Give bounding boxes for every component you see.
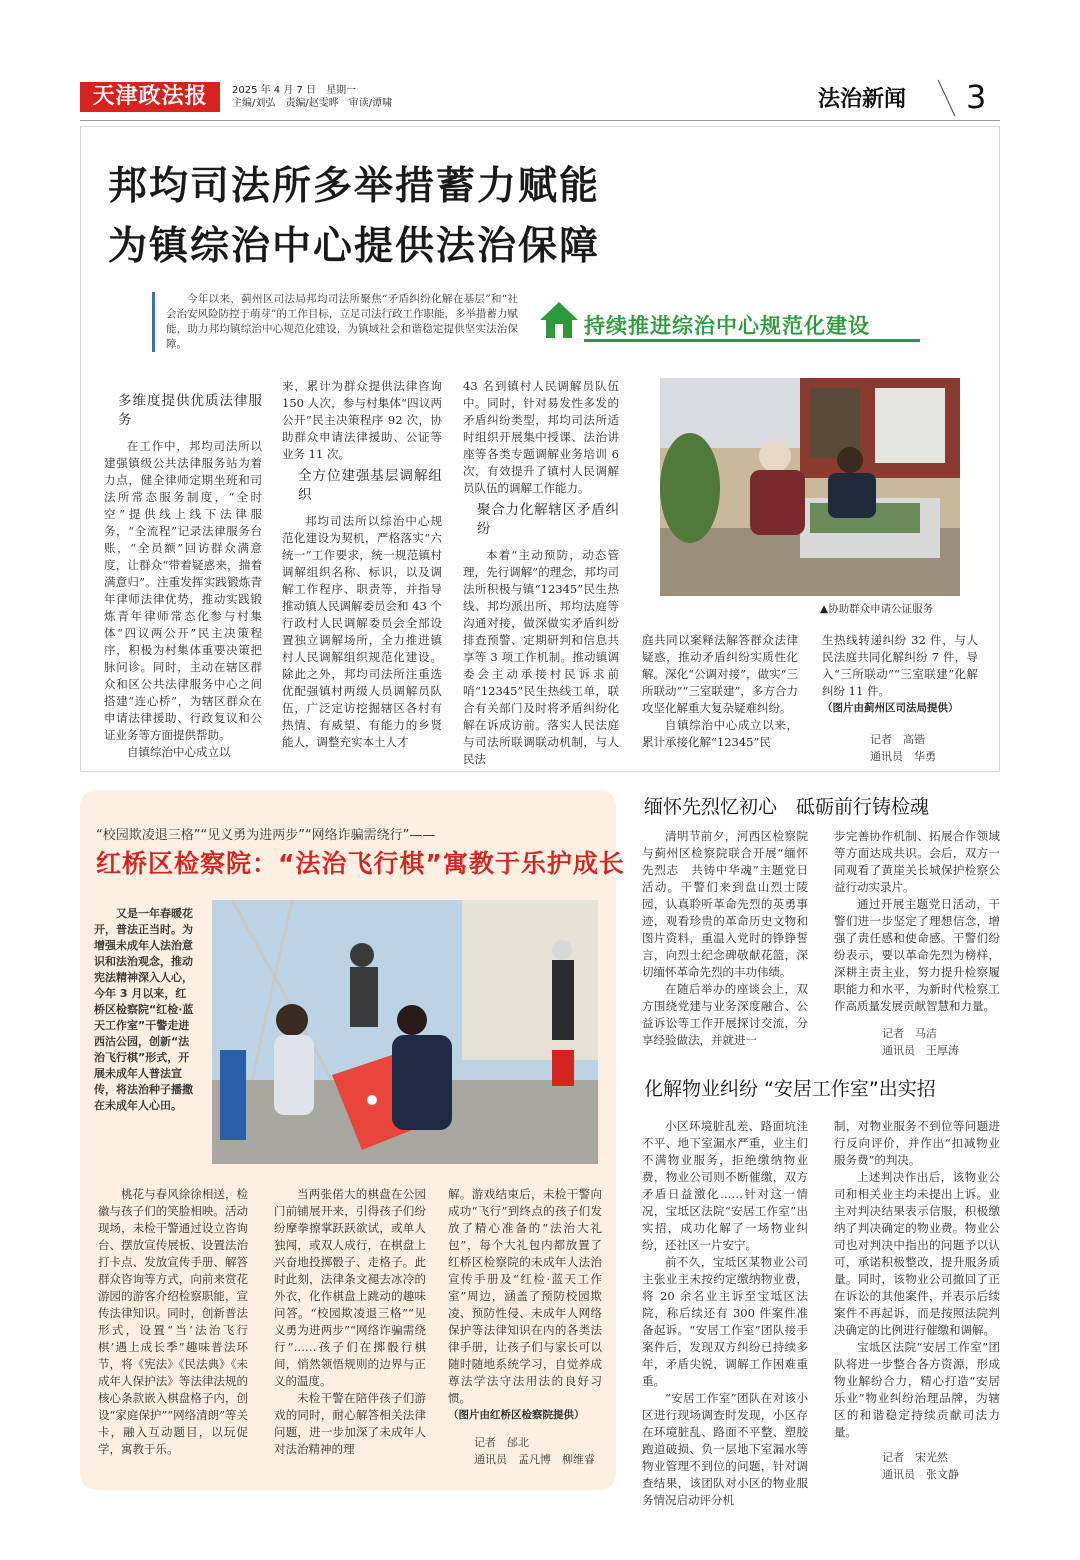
reporter-line: 记者 马洁	[882, 1027, 937, 1040]
article-title-martyrs: 缅怀先烈忆初心 砥砺前行铸检魂	[644, 796, 930, 818]
paragraph: 步完善协作机制、拓展合作领域等方面达成共识。会后，双方一同观看了黄崖关长城保护检察公益行动实录片。	[834, 829, 1000, 894]
paragraph: 解。游戏结束后，未检干警向成功“飞行”到终点的孩子们发放了精心准备的“法治大礼包”，每个大礼包内都放置了红桥区检察院的未成年人法治宣传手册及“红检·蓝天工作室”周边，涵盖了预防校园欺凌、预防性侵、未成年人网络保护等法律知识在内的各类法律手册，让孩子们与家长可以随时随地系统学习，自觉养成尊法学法守法用法的良好习惯。	[448, 1187, 602, 1405]
article4-column-1	[642, 1118, 808, 1509]
paragraph: 43 名到镇村人民调解员队伍中。同时，针对易发性多发的矛盾纠纷类型，邦均司法所适时组织开展集中授课、法治讲座等各类专题调解业务培训 6 次，有效提升了镇村人民调解员队伍的调解工作能力。	[463, 379, 619, 495]
paragraph: 来，累计为群众提供法律咨询 150 人次，参与村集体“四议两公开”民主决策程序 92 次，协助群众申请法律援助、公证等业务 11 次。	[282, 379, 442, 461]
article-lead: 今年以来，蓟州区司法局邦均司法所聚焦“矛盾纠纷化解在基层”和“社会治安风险防控于萌芽”的工作目标，立足司法行政工作职能，多举措蓄力赋能，助力邦均镇综治中心规范化建设，为镇域社会和谐稳定提供坚实法治保障。	[166, 293, 518, 350]
paragraph: “安居工作室”团队在对该小区进行现场调查时发现，小区存在环境脏乱、路面不平整、塑胶跑道破损、负一层地下室漏水等物业管理不到位的问题，针对调查结果，该团队对小区的物业服务情况启动评分机	[642, 1391, 808, 1507]
article2-column-3	[448, 1186, 602, 1468]
article3-column-2	[834, 828, 1000, 1059]
paragraph: 通过开展主题党日活动，干警们进一步坚定了理想信念，增强了责任感和使命感。干警们纷纷表示，要以革命先烈为榜样，深耕主责主业，努力提升检察履职能力和水平，为新时代检察工作高质量发展贡献智慧和力量。	[834, 897, 1000, 1013]
paragraph: 庭共同以案释法解答群众法律疑惑，推动矛盾纠纷实质性化解。深化“公调对接”，做实“三所联动”“三室联建”，多方合力攻坚化解重大复杂疑难纠纷。	[642, 633, 798, 715]
newspaper-logo: 天津政法报	[80, 82, 220, 112]
correspondent-line: 通讯员 华勇	[870, 750, 936, 763]
paragraph: 在工作中，邦均司法所以建强镇级公共法律服务站为着力点，健全律师定期坐班和司法所常态服务制度，“全时空”提供线上线下法律服务，“全流程”记录法律服务台账，“全员额”回访群众满意度，让群众“带着疑惑来，揣着满意归”。注重发挥实践锻炼青年律师法律优势，推动实践锻炼青年律师常态化参与村集体“四议两公开”民主决策程序，积极为村集体重要决策把脉问诊。同时，主动在辖区群众和区公共法律服务中心之间搭建“连心桥”，为辖区群众在申请法律援助、行政复议和公证业务等方面提供帮助。	[104, 439, 262, 742]
article1-column-1	[104, 388, 262, 761]
reporter-line: 记者 宋光然	[882, 1451, 948, 1464]
staff-line: 主编/刘弘 责编/赵雯晔 审读/谭啸	[232, 98, 393, 109]
photo-credit: （图片由蓟州区司法局提供）	[822, 702, 959, 714]
article2-column-1	[98, 1186, 248, 1458]
reporter-line: 记者 邰北	[474, 1436, 529, 1449]
article1-column-4	[642, 632, 798, 751]
article-title-property: 化解物业纠纷 “安居工作室”出实招	[644, 1078, 936, 1100]
paragraph: 本着“主动预防，动态管理，先行调解”的理念，邦均司法所积极与镇“12345”民生热线、邦均派出所、邦均法庭等沟通对接，做深做实矛盾纠纷排查预警、定期研判和信息共享等 3 项工作机制。推动镇调委会主动承接村民诉求前哨“12345”民生热线工单，联合有关部门及时将矛盾纠纷化解在诉成访前。落实人民法庭与司法所联调联动机制，与人民法	[463, 548, 619, 766]
correspondent-line: 通讯员 王厚涛	[882, 1044, 959, 1057]
notary-service-photo	[660, 378, 960, 596]
subhead-dispute-resolution: 聚合力化解辖区矛盾纠纷	[477, 502, 619, 537]
article3-column-1	[642, 828, 808, 1049]
photo-caption: ▲协助群众申请公证服务	[820, 603, 934, 615]
paragraph: 宝坻区法院“安居工作室”团队将进一步整合各方资源，形成物业解纷合力，精心打造“安居乐业”物业纠纷治理品牌，为辖区的和谐稳定持续贡献司法力量。	[834, 1340, 1000, 1439]
article-kicker: “校园欺凌退三格”“见义勇为进两步”“网络诈骗需绕行”——	[96, 828, 436, 843]
headline-line-2: 为镇综治中心提供法治保障	[108, 223, 601, 269]
article2-column-2	[274, 1186, 426, 1458]
correspondent-line: 通讯员 孟凡博 柳维睿	[474, 1453, 595, 1466]
date-line: 2025 年 4 月 7 日 星期一	[232, 85, 357, 96]
page-number: 3	[966, 78, 987, 116]
article1-column-3	[463, 378, 619, 768]
correspondent-line: 通讯员 张文静	[882, 1468, 959, 1481]
reporter-line: 记者 高锴	[870, 733, 925, 746]
subhead-legal-service: 多维度提供优质法律服务	[118, 393, 262, 428]
paragraph: 自镇综治中心成立以	[127, 745, 231, 759]
paragraph: 自镇综治中心成立以来，累计承接化解“12345”民	[642, 718, 798, 749]
paragraph: 小区环境脏乱差、路面坑洼不平、地下室漏水严重，业主们不满物业服务，拒绝缴纳物业费，物业公司则不断催缴，双方矛盾日益激化……针对这一情况，宝坻区法院“安居工作室”出实招，成功化解了一场物业纠纷，还社区一片安宁。	[642, 1119, 808, 1252]
masthead-rule	[80, 120, 1000, 121]
article-title-hongqiao: 红桥区检察院：“法治飞行棋”寓教于乐护成长	[96, 849, 625, 878]
article1-column-2	[282, 378, 442, 751]
masthead-meta	[232, 84, 392, 110]
paragraph: 桃花与春风徐徐相送，检徽与孩子们的笑脸相映。活动现场，未检干警通过设立咨询台、摆放宣传展板、设置法治打卡点、发放宣传手册、解答群众咨询等方式，向前来赏花游园的游客介绍检察职能，宣传法律知识。同时，创新普法形式，设置“当‘法治飞行棋’遇上成长季”趣味普法环节，将《宪法》《民法典》《未成年人保护法》等法律法规的核心条款嵌入棋盘格子内，创设“家庭保护”“网络清朗”等关卡，融入互动题目，以玩促学，寓教于乐。	[98, 1187, 249, 1456]
paragraph: 在随后举办的座谈会上，双方围绕党建与业务深度融合、公益诉讼等工作开展探讨交流，分享经验做法，并就进一	[642, 982, 808, 1047]
section-banner: 持续推进综治中心规范化建设	[584, 312, 920, 342]
headline-line-1: 邦均司法所多举措蓄力赋能	[108, 163, 601, 209]
house-icon	[538, 300, 580, 340]
lead-accent-bar	[152, 292, 155, 352]
flight-chess-photo	[212, 900, 598, 1164]
paragraph: 当两张偌大的棋盘在公园门前铺展开来，引得孩子们纷纷摩拳擦掌跃跃欲试，或单人独闯，或双人成行，在棋盘上兴奋地投掷骰子、走格子。此时此刻，法律条文褪去冰冷的外衣，化作棋盘上跳动的趣味问答。“校园欺凌退三格”“见义勇为进两步”“网络诈骗需绕行”……孩子们在掷骰行棋间，悄然领悟规则的边界与正义的温度。	[274, 1187, 426, 1388]
article-intro: 又是一年春暖花开，普法正当时。为增强未成年人法治意识和法治观念，推动宪法精神深入人心，今年 3 月以来，红桥区检察院“红检·蓝天工作室”干警走进西沽公园，创新“法治飞行棋”形式，开展未成年人普法宣传，将法治种子播撒在未成年人心田。	[94, 907, 194, 1112]
paragraph: 前不久，宝坻区某物业公司主张业主未按约定缴纳物业费，将 20 余名业主诉至宝坻区法院，称后续还有 300 件案件准备起诉。“安居工作室”团队接手案件后，发现双方纠纷已持续多年，矛盾尖锐，调解工作困难重重。	[642, 1255, 808, 1388]
paragraph: 制，对物业服务不到位等问题进行反向评价，并作出“扣减物业服务费”的判决。	[834, 1119, 1000, 1167]
paragraph: 未检干警在陪伴孩子们游戏的同时，耐心解答相关法律问题，进一步加深了未成年人对法治精神的理	[274, 1391, 426, 1456]
photo-credit: （图片由红桥区检察院提供）	[448, 1409, 585, 1421]
article1-column-5	[822, 632, 978, 765]
article4-column-2	[834, 1118, 1000, 1483]
paragraph: 上述判决作出后，该物业公司和相关业主均未提出上诉。业主对判决结果表示信服，积极缴纳了判决确定的物业费。物业公司也对判决中指出的问题予以认可，承诺积极整改，提升服务质量。同时，该物业公司撤回了正在诉讼的其他案件，并表示后续案件不再起诉，而是按照法院判决确定的比例进行催缴和调解。	[834, 1170, 1000, 1337]
paragraph: 邦均司法所以综治中心规范化建设为契机，严格落实“六统一”工作要求，统一规范镇村调解组织名称、标识，以及调解工作程序、职责等，并指导推动镇人民调解委员会和 43 个行政村人民调解委员会全部设置独立调解场所，全力推进镇村人民调解组织规范化建设。除此之外，邦均司法所注重选优配强镇村两级人员调解员队伍，广泛定访挖掘辖区各村有热情、有威望、有能力的乡贤能人，调整充实本土人才	[282, 514, 442, 749]
subhead-mediation-org: 全方位建强基层调解组织	[298, 468, 442, 503]
section-divider	[938, 80, 956, 117]
paragraph: 生热线转递纠纷 32 件，与人民法庭共同化解纠纷 7 件，导入“三所联动”“三室联建”化解纠纷 11 件。	[822, 633, 978, 698]
section-title: 法治新闻	[818, 87, 907, 112]
paragraph: 清明节前夕，河西区检察院与蓟州区检察院联合开展“缅怀先烈志 共铸中华魂”主题党日活动。干警们来到盘山烈士陵园，认真聆听革命先烈的英勇事迹，观看珍贵的革命历史文物和图片资料，重温入党时的铮铮誓言，向烈士纪念碑敬献花篮，深切缅怀革命先烈的丰功伟绩。	[642, 829, 808, 979]
